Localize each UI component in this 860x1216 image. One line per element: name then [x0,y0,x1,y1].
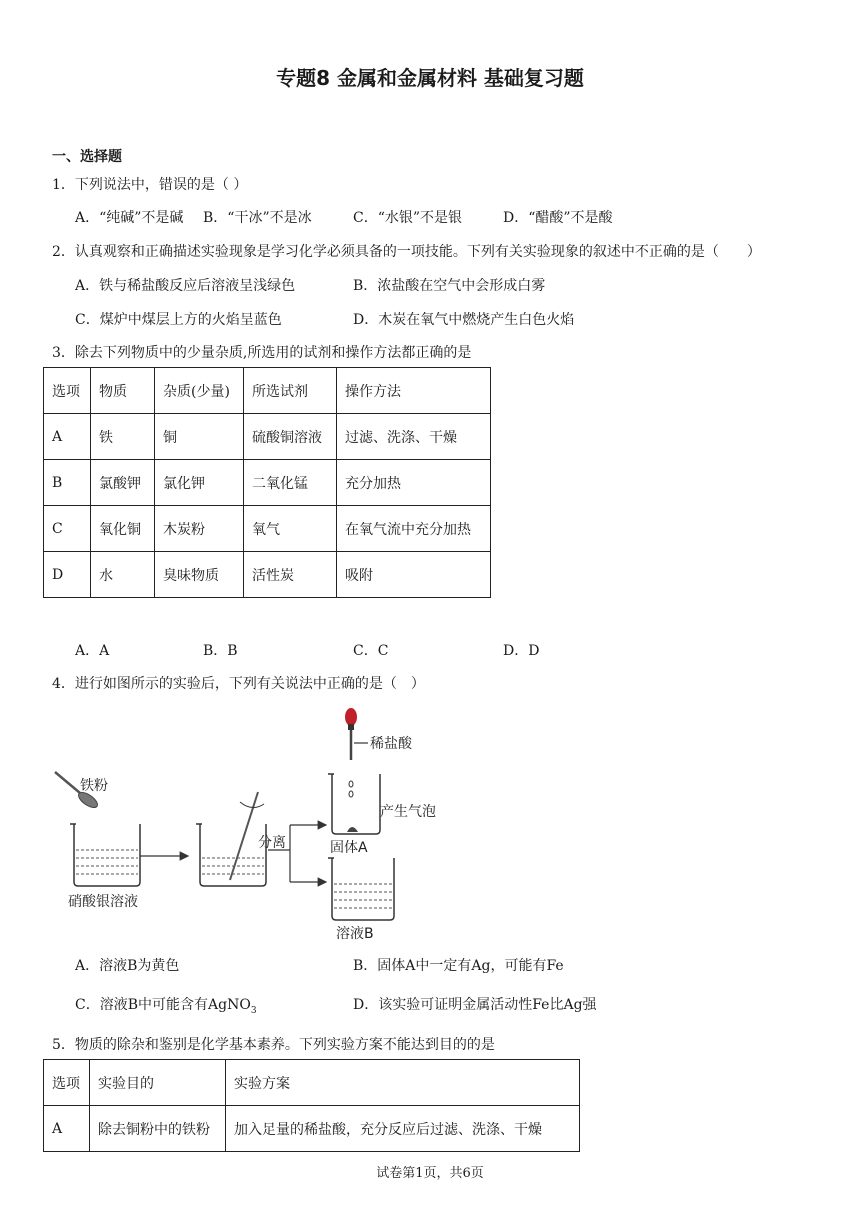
table-header-cell: 操作方法 [337,368,491,414]
q4-option-c [75,994,257,1016]
table-cell: A [44,1106,90,1152]
formula-subscript: 3 [250,1005,257,1016]
table-cell: 活性炭 [244,552,337,598]
question-3-stem: 3．除去下列物质中的少量杂质,所选用的试剂和操作方法都正确的是 [52,345,472,361]
table-header-cell: 物质 [91,368,155,414]
q1-option-b: B．“干冰”不是冰 [203,210,312,226]
table-header-row [44,368,491,414]
dropper-icon [345,708,368,760]
bubbles-label: 产生气泡 [380,804,436,820]
table-header-cell: 实验目的 [90,1060,226,1106]
q3-option-d: D．D [503,643,540,659]
q1-option-a: A．“纯碱”不是碱 [75,210,184,226]
question-4-stem: 4．进行如图所示的实验后，下列有关说法中正确的是（ ） [52,676,425,692]
table-cell: 加入足量的稀盐酸，充分反应后过滤、洗涤、干燥 [226,1106,580,1152]
question-5-stem: 5．物质的除杂和鉴别是化学基本素养。下列实验方案不能达到目的的是 [52,1037,495,1053]
table-cell: 除去铜粉中的铁粉 [90,1106,226,1152]
table-cell: 水 [91,552,155,598]
table-header-cell: 所选试剂 [244,368,337,414]
dilute-hcl-label: 稀盐酸 [370,736,412,752]
question-2-stem: 2．认真观察和正确描述实验现象是学习化学必须具备的一项技能。下列有关实验现象的叙述中不正确的是（ ） [52,244,761,260]
table-cell: 氯酸钾 [91,460,155,506]
table-row [44,414,491,460]
q2-option-c: C．煤炉中煤层上方的火焰呈蓝色 [75,312,282,328]
table-cell: 铁 [91,414,155,460]
table-cell: 氧气 [244,506,337,552]
table-cell: 氧化铜 [91,506,155,552]
separate-label: 分离 [258,835,286,851]
split-arrow-icon [268,825,326,882]
q3-option-b: B．B [203,643,238,659]
beaker-4-icon [328,858,394,920]
table-cell: 在氧气流中充分加热 [337,506,491,552]
table-header-cell: 选项 [44,368,91,414]
q1-option-d: D．“醋酸”不是酸 [503,210,613,226]
q4-option-d: D．该实验可证明金属活动性Fe比Ag强 [353,997,597,1013]
q2-option-d: D．木炭在氧气中燃烧产生白色火焰 [353,312,575,328]
table-cell: B [44,460,91,506]
q2-option-b: B．浓盐酸在空气中会形成白雾 [353,278,546,294]
silver-nitrate-label: 硝酸银溶液 [68,894,138,910]
table-header-cell: 实验方案 [226,1060,580,1106]
solution-b-label: 溶液B [336,926,374,942]
q4-option-b: B．固体A中一定有Ag，可能有Fe [353,958,564,974]
beaker-2-icon [196,792,266,886]
table-cell: 铜 [155,414,244,460]
table-cell: 氯化钾 [155,460,244,506]
q1-option-c: C．“水银”不是银 [353,210,463,226]
table-cell: C [44,506,91,552]
chemical-formula: AgNO [208,997,251,1013]
q5-table [43,1059,580,1152]
q3-option-a: A．A [75,643,110,659]
solid-a-label: 固体A [330,840,368,856]
q4-option-c-text: C．溶液B中可能含有 [75,997,208,1013]
beaker-1-icon [70,824,140,886]
table-cell: 过滤、洗涤、干燥 [337,414,491,460]
section-heading: 一、选择题 [52,149,122,165]
table-cell: 吸附 [337,552,491,598]
table-cell: A [44,414,91,460]
q3-option-c: C．C [353,643,389,659]
question-1-stem: 1．下列说法中，错误的是（ ） [52,177,248,193]
table-header-row [44,1060,580,1106]
q4-option-a: A．溶液B为黄色 [75,958,180,974]
page-footer: 试卷第1页，共6页 [376,1166,484,1181]
table-cell: D [44,552,91,598]
table-row [44,552,491,598]
table-cell: 二氧化锰 [244,460,337,506]
q2-option-a: A．铁与稀盐酸反应后溶液呈浅绿色 [75,278,296,294]
table-row [44,460,491,506]
iron-powder-label: 铁粉 [80,778,108,794]
q3-table [43,367,491,598]
table-cell: 充分加热 [337,460,491,506]
table-header-cell: 选项 [44,1060,90,1106]
table-cell: 木炭粉 [155,506,244,552]
table-cell: 臭味物质 [155,552,244,598]
page-title: 专题8 金属和金属材料 基础复习题 [276,66,584,90]
table-cell: 硫酸铜溶液 [244,414,337,460]
table-row [44,506,491,552]
experiment-figure [40,700,460,945]
table-header-cell: 杂质(少量) [155,368,244,414]
table-row [44,1106,580,1152]
beaker-3-icon [328,774,380,834]
